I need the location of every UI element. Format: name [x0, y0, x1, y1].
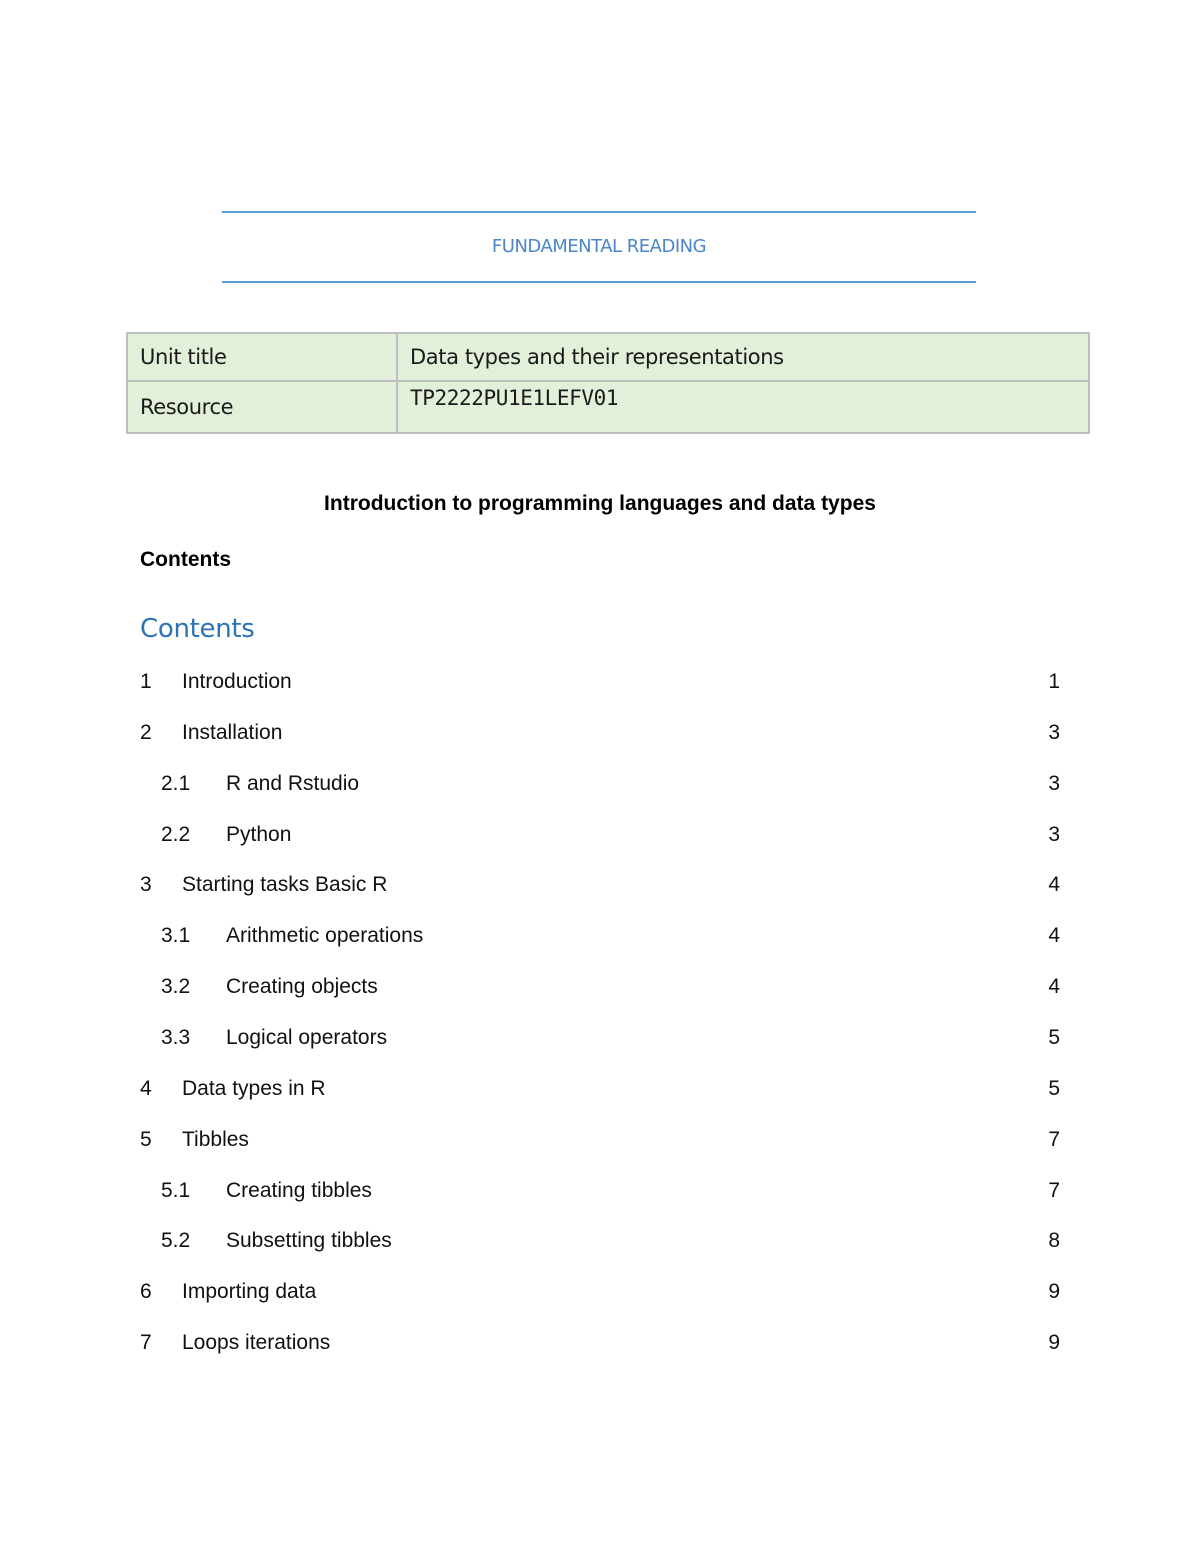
unit-info-table — [126, 332, 1090, 434]
toc-entry[interactable] — [0, 1176, 1200, 1206]
toc-entry-title: Python — [226, 823, 292, 846]
toc-entry-number: 5.1 — [161, 1179, 191, 1202]
contents-label: Contents — [140, 548, 231, 571]
toc-entry-title: R and Rstudio — [226, 772, 360, 795]
toc-entry-page-number: 3 — [1048, 721, 1060, 744]
toc-entry[interactable] — [0, 820, 1200, 850]
toc-entry-number: 3.2 — [161, 975, 191, 998]
toc-entry[interactable] — [0, 1125, 1200, 1155]
toc-entry-number: 4 — [140, 1077, 152, 1100]
toc-entry[interactable] — [0, 972, 1200, 1002]
document-title: Introduction to programming languages and data types — [324, 492, 876, 515]
toc-entry[interactable] — [0, 870, 1200, 900]
toc-entry-page-number: 5 — [1048, 1026, 1060, 1049]
toc-entry-title: Importing data — [182, 1280, 317, 1303]
document-category-label: FUNDAMENTAL READING — [491, 236, 707, 257]
toc-entry-number: 5 — [140, 1128, 152, 1151]
toc-entry-page-number: 3 — [1048, 772, 1060, 795]
toc-entry[interactable] — [0, 921, 1200, 951]
toc-entry-number: 3 — [140, 873, 152, 896]
unit-title-label: Unit title — [127, 333, 397, 381]
toc-entry-page-number: 7 — [1048, 1179, 1060, 1202]
toc-entry-title: Introduction — [182, 670, 292, 693]
table-row — [127, 333, 1089, 381]
toc-entry-title: Creating tibbles — [226, 1179, 372, 1202]
toc-entry-number: 2.1 — [161, 772, 191, 795]
toc-entry-number: 1 — [140, 670, 152, 693]
toc-entry[interactable] — [0, 1023, 1200, 1053]
toc-entry-number: 3.3 — [161, 1026, 191, 1049]
toc-entry-title: Subsetting tibbles — [226, 1229, 392, 1252]
toc-entry-page-number: 7 — [1048, 1128, 1060, 1151]
toc-entry-number: 2 — [140, 721, 152, 744]
toc-entry[interactable] — [0, 1226, 1200, 1256]
resource-label: Resource — [127, 381, 397, 433]
toc-entry-page-number: 9 — [1048, 1331, 1060, 1354]
toc-entry-page-number: 4 — [1048, 975, 1060, 998]
header-rule-top — [222, 211, 976, 213]
toc-entry-page-number: 3 — [1048, 823, 1060, 846]
unit-title-value: Data types and their representations — [397, 333, 1089, 381]
resource-code-value: TP2222PU1E1LEFV01 — [397, 381, 1089, 433]
toc-entry[interactable] — [0, 667, 1200, 697]
toc-entry[interactable] — [0, 1277, 1200, 1307]
toc-entry-number: 5.2 — [161, 1229, 191, 1252]
toc-entry-page-number: 4 — [1048, 873, 1060, 896]
toc-entry-page-number: 5 — [1048, 1077, 1060, 1100]
toc-entry-title: Arithmetic operations — [226, 924, 424, 947]
toc-entry-number: 3.1 — [161, 924, 191, 947]
toc-entry[interactable] — [0, 1074, 1200, 1104]
toc-entry-title: Tibbles — [182, 1128, 249, 1151]
toc-entry-number: 2.2 — [161, 823, 191, 846]
table-row — [127, 381, 1089, 433]
toc-entry[interactable] — [0, 718, 1200, 748]
toc-entry-title: Installation — [182, 721, 283, 744]
toc-entry-number: 6 — [140, 1280, 152, 1303]
header-rule-bottom — [222, 281, 976, 283]
toc-heading: Contents — [140, 614, 255, 644]
toc-entry-page-number: 4 — [1048, 924, 1060, 947]
toc-entry-page-number: 1 — [1048, 670, 1060, 693]
toc-entry-number: 7 — [140, 1331, 152, 1354]
toc-entry-page-number: 8 — [1048, 1229, 1060, 1252]
toc-entry[interactable] — [0, 769, 1200, 799]
toc-entry[interactable] — [0, 1328, 1200, 1358]
toc-entry-title: Starting tasks Basic R — [182, 873, 388, 896]
toc-entry-title: Logical operators — [226, 1026, 388, 1049]
toc-entry-title: Data types in R — [182, 1077, 326, 1100]
toc-entry-title: Loops iterations — [182, 1331, 331, 1354]
toc-entry-title: Creating objects — [226, 975, 378, 998]
toc-entry-page-number: 9 — [1048, 1280, 1060, 1303]
